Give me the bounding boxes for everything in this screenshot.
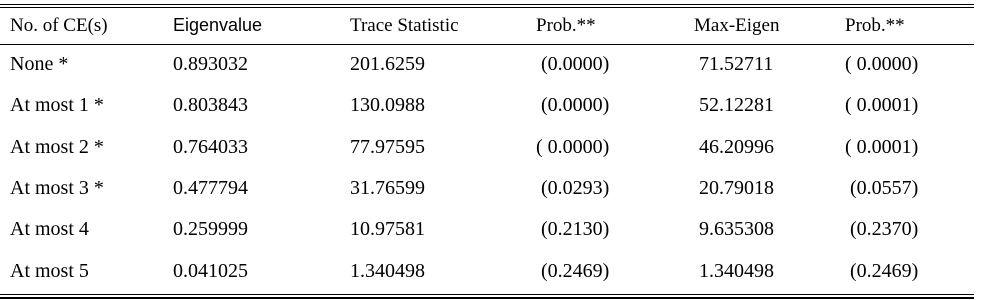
table-row — [0, 168, 974, 209]
cell-max-eigen-prob: ( 0.0000) — [845, 53, 919, 76]
cell-max-eigen: 52.12281 — [694, 94, 774, 117]
cell-eigenvalue: 0.764033 — [173, 135, 248, 158]
cell-hypothesis: None * — [10, 53, 69, 76]
cell-trace-statistic: 201.6259 — [350, 53, 425, 76]
cell-max-eigen: 20.79018 — [694, 177, 774, 200]
table-row — [0, 85, 974, 126]
header-no-of-ce: No. of CE(s) — [10, 14, 108, 36]
bottom-rule-inner — [0, 294, 974, 295]
cell-hypothesis: At most 1 * — [10, 94, 104, 117]
bottom-rule-outer — [0, 297, 974, 299]
cell-hypothesis: At most 2 * — [10, 135, 104, 158]
cell-trace-statistic: 77.97595 — [350, 135, 425, 158]
cell-max-eigen-prob: (0.2370) — [845, 218, 919, 241]
header-max-eigen-prob: Prob.** — [845, 14, 905, 36]
cell-trace-prob: ( 0.0000) — [536, 135, 610, 158]
cell-trace-statistic: 1.340498 — [350, 259, 425, 282]
cell-trace-prob: (0.2469) — [536, 259, 610, 282]
cell-trace-prob: (0.0000) — [536, 53, 610, 76]
cell-eigenvalue: 0.259999 — [173, 218, 248, 241]
cointegration-test-table — [0, 7, 974, 292]
cell-max-eigen-prob: ( 0.0001) — [845, 94, 919, 117]
cell-max-eigen: 1.340498 — [694, 259, 774, 282]
cell-trace-prob: (0.2130) — [536, 218, 610, 241]
header-trace-prob: Prob.** — [536, 14, 596, 36]
cell-eigenvalue: 0.893032 — [173, 53, 248, 76]
cell-max-eigen-prob: (0.0557) — [845, 177, 919, 200]
cell-eigenvalue: 0.041025 — [173, 259, 248, 282]
cell-max-eigen: 46.20996 — [694, 135, 774, 158]
cell-max-eigen-prob: (0.2469) — [845, 259, 919, 282]
table-row — [0, 209, 974, 250]
cell-max-eigen: 9.635308 — [694, 218, 774, 241]
cell-trace-statistic: 130.0988 — [350, 94, 425, 117]
cell-max-eigen: 71.52711 — [694, 53, 774, 76]
table-row — [0, 251, 974, 292]
header-row — [0, 7, 974, 44]
cell-eigenvalue: 0.803843 — [173, 94, 248, 117]
cell-hypothesis: At most 3 * — [10, 177, 104, 200]
cell-trace-statistic: 31.76599 — [350, 177, 425, 200]
header-eigenvalue: Eigenvalue — [173, 15, 263, 35]
cell-eigenvalue: 0.477794 — [173, 177, 248, 200]
cell-hypothesis: At most 5 — [10, 259, 89, 282]
cell-max-eigen-prob: ( 0.0001) — [845, 135, 919, 158]
cell-trace-prob: (0.0000) — [536, 94, 610, 117]
header-max-eigen: Max-Eigen — [694, 14, 780, 36]
table-row — [0, 127, 974, 168]
cell-trace-prob: (0.0293) — [536, 177, 610, 200]
top-rule-outer — [0, 4, 974, 5]
cell-hypothesis: At most 4 — [10, 218, 89, 241]
table-row — [0, 44, 974, 85]
header-trace-statistic: Trace Statistic — [350, 14, 459, 36]
cell-trace-statistic: 10.97581 — [350, 218, 425, 241]
